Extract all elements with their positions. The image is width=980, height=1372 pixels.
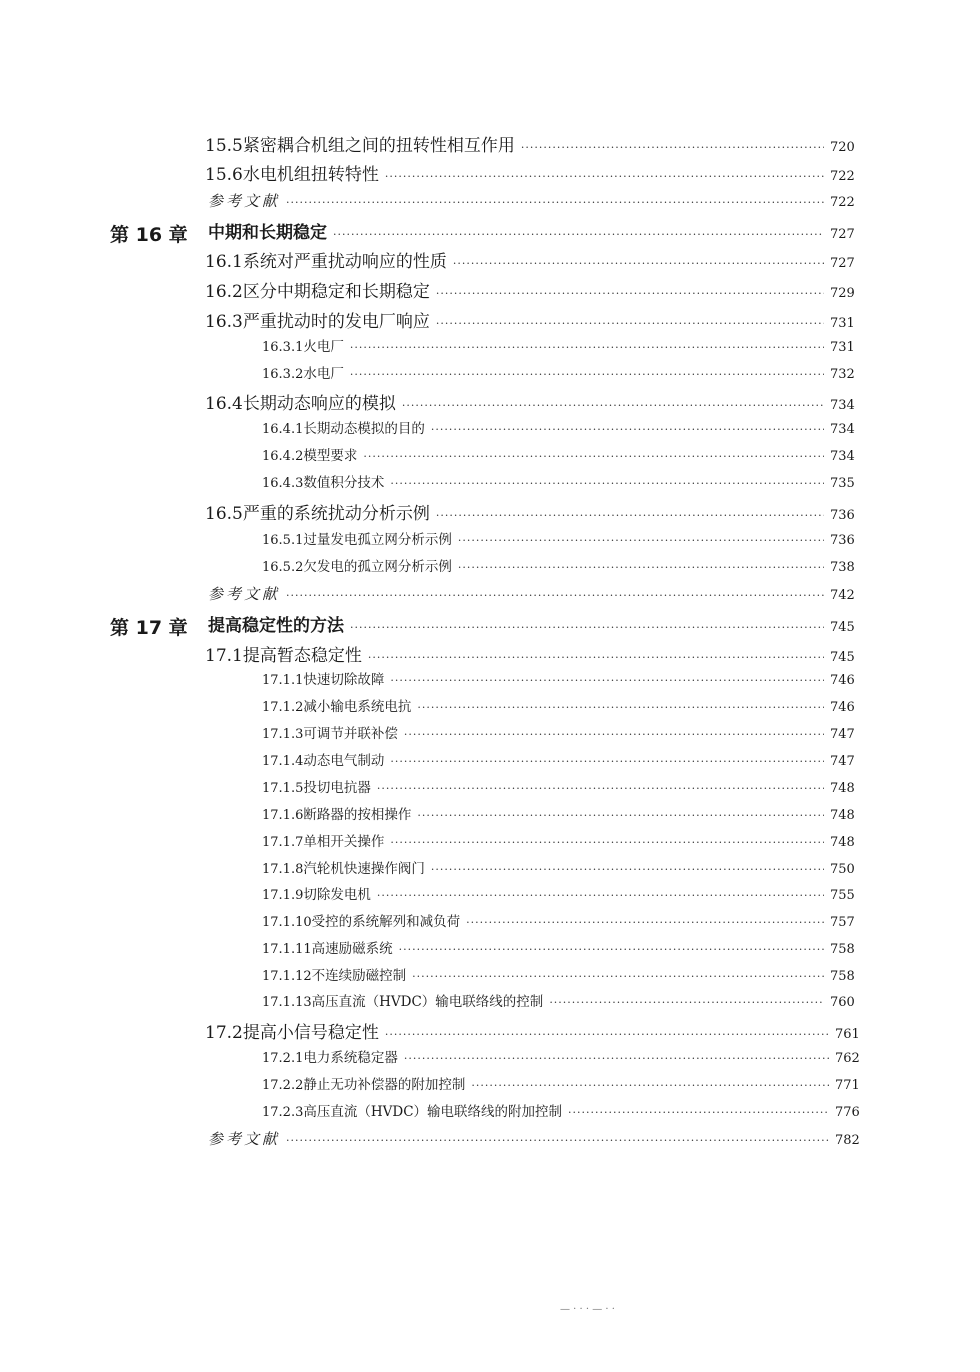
- toc-entry[interactable]: [262, 362, 855, 382]
- toc-entry[interactable]: [205, 160, 855, 185]
- dot-leader: [404, 728, 824, 741]
- toc-entry[interactable]: [262, 776, 855, 796]
- dot-leader: [436, 317, 824, 330]
- dot-leader: [350, 341, 824, 354]
- toc-entry[interactable]: [262, 749, 855, 769]
- section-title: 提高稳定性的方法: [208, 616, 344, 636]
- dot-leader: [521, 141, 824, 154]
- dot-leader: [350, 621, 824, 634]
- page-number: 758: [830, 969, 855, 984]
- section-number: 16.5.2: [262, 560, 304, 575]
- section-number: 17.2.3: [262, 1105, 304, 1120]
- section-title: 严重的系统扰动分析示例: [242, 504, 430, 524]
- section-title: 水电厂: [303, 366, 344, 382]
- dot-leader: [385, 1028, 829, 1041]
- page-number: 760: [830, 995, 855, 1010]
- section-number: 16.5.1: [262, 533, 304, 548]
- section-number: 17.1.12: [262, 969, 312, 984]
- toc-entry[interactable]: [262, 830, 855, 850]
- section-number: 17.1.1: [262, 673, 304, 688]
- section-title: 模型要求: [303, 448, 358, 464]
- section-title: 动态电气制动: [303, 753, 385, 769]
- section-number: 16.3.2: [262, 367, 304, 382]
- section-number: 17.1.8: [262, 862, 304, 877]
- section-number: 15.5: [205, 136, 243, 156]
- toc-entry[interactable]: [208, 1128, 860, 1149]
- page-number: 758: [830, 942, 855, 957]
- section-number: 17.2.2: [262, 1078, 304, 1093]
- section-title: 长期动态响应的模拟: [242, 394, 396, 414]
- section-number: 16.2: [205, 282, 243, 302]
- page-number: 738: [830, 560, 855, 575]
- dot-leader: [390, 836, 824, 849]
- page-number: 729: [830, 286, 855, 301]
- section-title: 区分中期稳定和长期稳定: [242, 282, 430, 302]
- toc-entry[interactable]: [262, 964, 855, 984]
- toc-entry[interactable]: [262, 471, 855, 491]
- section-title: 断路器的按相操作: [303, 807, 412, 823]
- dot-leader: [436, 287, 824, 300]
- toc-entry[interactable]: [262, 1100, 860, 1120]
- section-title: 切除发电机: [303, 887, 371, 903]
- section-number: 16.1: [205, 252, 243, 272]
- section-number: 17.1.2: [262, 700, 304, 715]
- section-number: 16.3.1: [262, 340, 304, 355]
- page-number: 746: [830, 700, 855, 715]
- toc-entry[interactable]: [262, 883, 855, 903]
- toc-entry[interactable]: [205, 247, 855, 272]
- dot-leader: [466, 916, 824, 929]
- dot-leader: [549, 996, 824, 1009]
- page-number: 736: [830, 508, 855, 523]
- dot-leader: [417, 701, 824, 714]
- section-title: 高压直流（HVDC）输电联络线的附加控制: [303, 1104, 563, 1120]
- dot-leader: [333, 228, 824, 241]
- page-number: 748: [830, 781, 855, 796]
- page-number: 734: [830, 449, 855, 464]
- page-number: 732: [830, 367, 855, 382]
- section-title: 过量发电孤立网分析示例: [303, 532, 452, 548]
- dot-leader: [399, 943, 824, 956]
- section-title: 可调节并联补偿: [303, 726, 398, 742]
- toc-entry[interactable]: [262, 937, 855, 957]
- page-number: 745: [830, 650, 855, 665]
- page-number: 722: [830, 195, 855, 210]
- page-number: 727: [830, 256, 855, 271]
- section-title: 受控的系统解列和减负荷: [311, 914, 461, 930]
- toc-entry[interactable]: [262, 335, 855, 355]
- toc-entry[interactable]: [205, 641, 855, 666]
- section-title: 长期动态模拟的目的: [303, 421, 425, 437]
- dot-leader: [377, 782, 824, 795]
- dot-leader: [286, 1134, 829, 1147]
- section-title: 系统对严重扰动响应的性质: [242, 252, 447, 272]
- section-title: 提高小信号稳定性: [242, 1023, 379, 1043]
- section-title: 静止无功补偿器的附加控制: [303, 1077, 466, 1093]
- section-title: 水电机组扭转特性: [242, 165, 379, 185]
- toc-entry[interactable]: [262, 803, 855, 823]
- page-number: 720: [830, 140, 855, 155]
- page-number: 746: [830, 673, 855, 688]
- references-title: 参考文献: [208, 192, 281, 210]
- dot-leader: [377, 889, 824, 902]
- page-number: 745: [830, 620, 855, 635]
- section-number: 17.2.1: [262, 1051, 304, 1066]
- dot-leader: [436, 509, 824, 522]
- page-number: 747: [830, 727, 855, 742]
- toc-entry[interactable]: [205, 131, 855, 156]
- section-title: 中期和长期稳定: [208, 223, 327, 243]
- dot-leader: [390, 674, 824, 687]
- section-title: 数值积分技术: [303, 475, 385, 491]
- dot-leader: [417, 809, 824, 822]
- section-title: 严重扰动时的发电厂响应: [242, 312, 430, 332]
- toc-entry[interactable]: [262, 1046, 860, 1066]
- chapter-label: 第 16 章: [110, 224, 188, 246]
- toc-entry[interactable]: [205, 277, 855, 302]
- dot-leader: [453, 257, 824, 270]
- dot-leader: [471, 1079, 829, 1092]
- section-number: 16.4.3: [262, 476, 304, 491]
- section-number: 17.1.13: [262, 995, 312, 1010]
- page-number: 748: [830, 835, 855, 850]
- toc-entry[interactable]: [205, 1018, 860, 1043]
- dot-leader: [458, 534, 824, 547]
- dot-leader: [286, 589, 824, 602]
- toc-entry[interactable]: [262, 1073, 860, 1093]
- page-number: 731: [830, 340, 855, 355]
- toc-entry[interactable]: [205, 499, 855, 524]
- section-title: 电力系统稳定器: [303, 1050, 398, 1066]
- toc-entry[interactable]: [262, 990, 855, 1010]
- page-number: 731: [830, 316, 855, 331]
- page-number: 755: [830, 888, 855, 903]
- page-number: 742: [830, 588, 855, 603]
- toc-entry[interactable]: [262, 695, 855, 715]
- dot-leader: [412, 970, 824, 983]
- toc-entry[interactable]: [262, 910, 855, 930]
- section-number: 15.6: [205, 165, 243, 185]
- page-number: 722: [830, 169, 855, 184]
- section-title: 火电厂: [303, 339, 344, 355]
- dot-leader: [350, 368, 824, 381]
- toc-entry[interactable]: [205, 307, 855, 332]
- toc-entry[interactable]: [262, 528, 855, 548]
- page-number: 736: [830, 533, 855, 548]
- section-title: 汽轮机快速操作阀门: [303, 861, 425, 877]
- section-number: 16.4.1: [262, 422, 304, 437]
- section-number: 17.1.6: [262, 808, 304, 823]
- page-number: 782: [835, 1133, 860, 1148]
- section-number: 16.4: [205, 394, 243, 414]
- dot-leader: [404, 1052, 829, 1065]
- toc-entry[interactable]: [208, 218, 855, 243]
- page-number: 750: [830, 862, 855, 877]
- page-number: 734: [830, 422, 855, 437]
- dot-leader: [458, 561, 824, 574]
- dot-leader: [363, 450, 824, 463]
- toc-entry[interactable]: [208, 583, 855, 604]
- dot-leader: [368, 651, 824, 664]
- section-number: 17.2: [205, 1023, 243, 1043]
- section-title: 单相开关操作: [303, 834, 385, 850]
- section-number: 17.1.10: [262, 915, 312, 930]
- section-number: 16.4.2: [262, 449, 304, 464]
- section-number: 17.1.9: [262, 888, 304, 903]
- section-title: 快速切除故障: [303, 672, 385, 688]
- section-title: 不连续励磁控制: [311, 968, 407, 984]
- section-title: 投切电抗器: [303, 780, 371, 796]
- page-number: 727: [830, 227, 855, 242]
- page-number: 761: [835, 1027, 860, 1042]
- toc-entry[interactable]: [262, 722, 855, 742]
- toc-entry[interactable]: [262, 555, 855, 575]
- page-number: 748: [830, 808, 855, 823]
- section-title: 提高暂态稳定性: [242, 646, 362, 666]
- toc-entry[interactable]: [208, 190, 855, 211]
- dot-leader: [431, 423, 824, 436]
- section-number: 16.3: [205, 312, 243, 332]
- references-title: 参考文献: [208, 585, 281, 603]
- chapter-label: 第 17 章: [110, 617, 188, 639]
- section-number: 16.5: [205, 504, 243, 524]
- section-number: 17.1.3: [262, 727, 304, 742]
- section-title: 高速励磁系统: [311, 941, 393, 957]
- page-footer-marks: — · · · — · ·: [560, 1304, 615, 1315]
- section-title: 减小输电系统电抗: [303, 699, 412, 715]
- dot-leader: [390, 477, 824, 490]
- section-number: 17.1.5: [262, 781, 304, 796]
- section-number: 17.1: [205, 646, 243, 666]
- page-number: 771: [835, 1078, 860, 1093]
- section-title: 紧密耦合机组之间的扭转性相互作用: [242, 136, 515, 156]
- section-number: 17.1.7: [262, 835, 304, 850]
- page-number: 747: [830, 754, 855, 769]
- dot-leader: [390, 755, 824, 768]
- dot-leader: [568, 1106, 829, 1119]
- references-title: 参考文献: [208, 1130, 281, 1148]
- dot-leader: [385, 170, 824, 183]
- page-number: 776: [835, 1105, 860, 1120]
- section-number: 17.1.4: [262, 754, 304, 769]
- dot-leader: [286, 196, 824, 209]
- section-title: 欠发电的孤立网分析示例: [303, 559, 452, 575]
- toc-entry[interactable]: [208, 611, 855, 636]
- toc-entry[interactable]: [262, 857, 855, 877]
- dot-leader: [431, 863, 824, 876]
- section-number: 17.1.11: [262, 942, 312, 957]
- page-number: 757: [830, 915, 855, 930]
- toc-entry[interactable]: [262, 668, 855, 688]
- page-number: 734: [830, 398, 855, 413]
- toc-entry[interactable]: [262, 417, 855, 437]
- dot-leader: [402, 399, 824, 412]
- page-number: 762: [835, 1051, 860, 1066]
- page-number: 735: [830, 476, 855, 491]
- section-title: 高压直流（HVDC）输电联络线的控制: [311, 994, 544, 1010]
- toc-entry[interactable]: [262, 444, 855, 464]
- toc-entry[interactable]: [205, 389, 855, 414]
